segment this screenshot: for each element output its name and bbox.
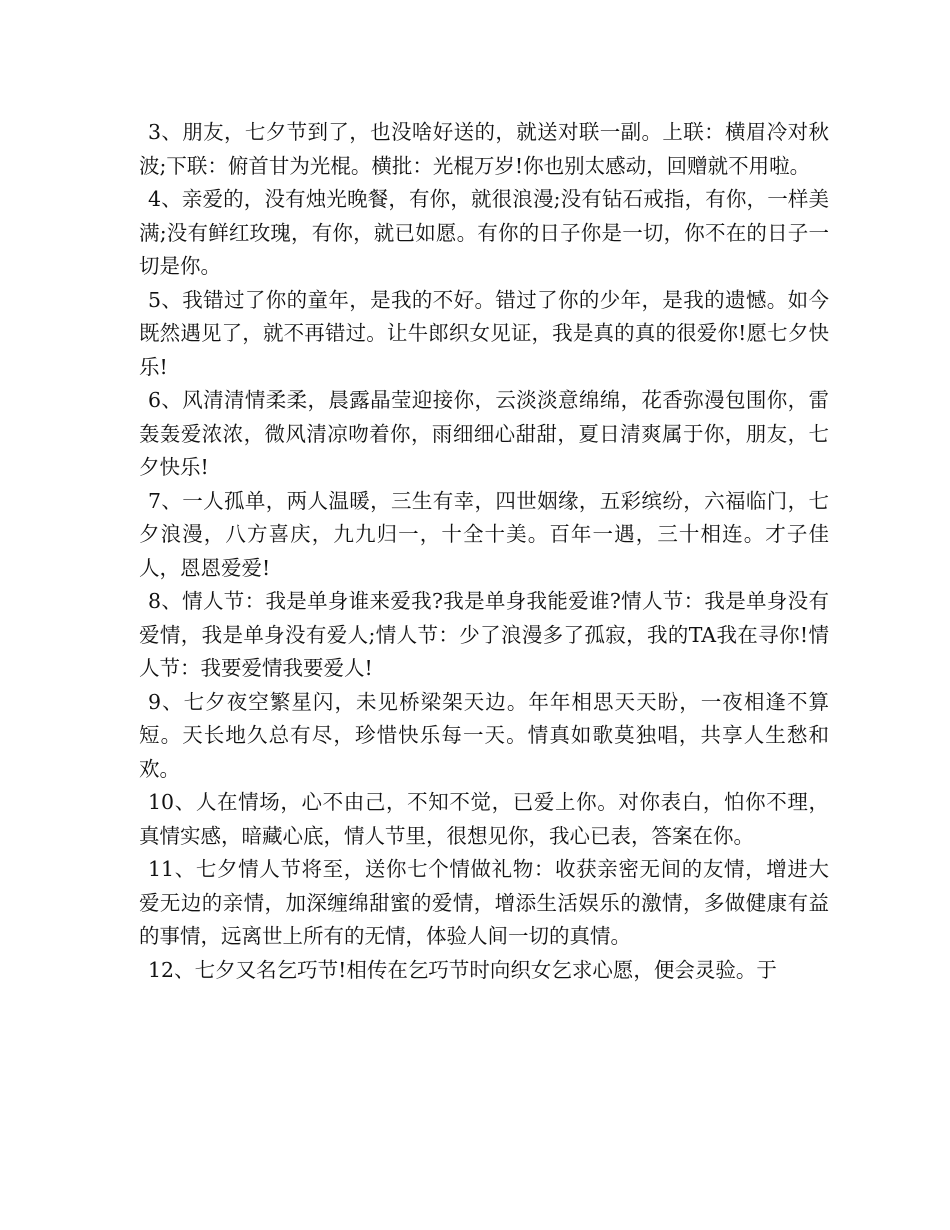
paragraph-10: 10、人在情场，心不由己，不知不觉，已爱上你。对你表白，怕你不理，真情实感，暗藏心底，情人节里，很想见你，我心已表，答案在你。 (139, 790, 829, 848)
paragraph-4: 4、亲爱的，没有烛光晚餐，有你，就很浪漫;没有钻石戒指，有你，一样美满;没有鲜红玫瑰，有你，就已如愿。有你的日子你是一切，你不在的日子一切是你。 (139, 187, 829, 278)
paragraph-8: 8、情人节：我是单身谁来爱我?我是单身我能爱谁?情人节：我是单身没有爱情，我是单身没有爱人;情人节：少了浪漫多了孤寂，我的TA我在寻你!情人节：我要爱情我要爱人! (139, 589, 829, 680)
paragraph-12: 12、七夕又名乞巧节!相传在乞巧节时向织女乞求心愿，便会灵验。于 (148, 957, 777, 982)
paragraph-6: 6、风清清情柔柔，晨露晶莹迎接你，云淡淡意绵绵，花香弥漫包围你，雷轰轰爱浓浓，微风清凉吻着你，雨细细心甜甜，夏日清爽属于你，朋友，七夕快乐! (139, 388, 829, 479)
paragraph-11: 11、七夕情人节将至，送你七个情做礼物：收获亲密无间的友情，增进大爱无边的亲情，加深缠绵甜蜜的爱情，增添生活娱乐的激情，多做健康有益的事情，远离世上所有的无情，体验人间一切的真情。 (139, 857, 829, 948)
paragraph-7: 7、一人孤单，两人温暖，三生有幸，四世姻缘，五彩缤纷，六福临门，七夕浪漫，八方喜庆，九九归一，十全十美。百年一遇，三十相连。才子佳人，恩恩爱爱! (139, 488, 829, 580)
paragraph-3: 3、朋友，七夕节到了，也没啥好送的，就送对联一副。上联：横眉冷对秋波;下联：俯首甘为光棍。横批：光棍万岁!你也别太感动，回赠就不用啦。 (139, 120, 829, 178)
document-body (139, 116, 829, 987)
paragraph-9: 9、七夕夜空繁星闪，未见桥梁架天边。年年相思天天盼，一夜相逢不算短。天长地久总有尽，珍惜快乐每一天。情真如歌莫独唱，共享人生愁和欢。 (139, 689, 829, 781)
paragraph-5: 5、我错过了你的童年，是我的不好。错过了你的少年，是我的遗憾。如今既然遇见了，就不再错过。让牛郎织女见证，我是真的真的很爱你!愿七夕快乐! (139, 287, 829, 379)
